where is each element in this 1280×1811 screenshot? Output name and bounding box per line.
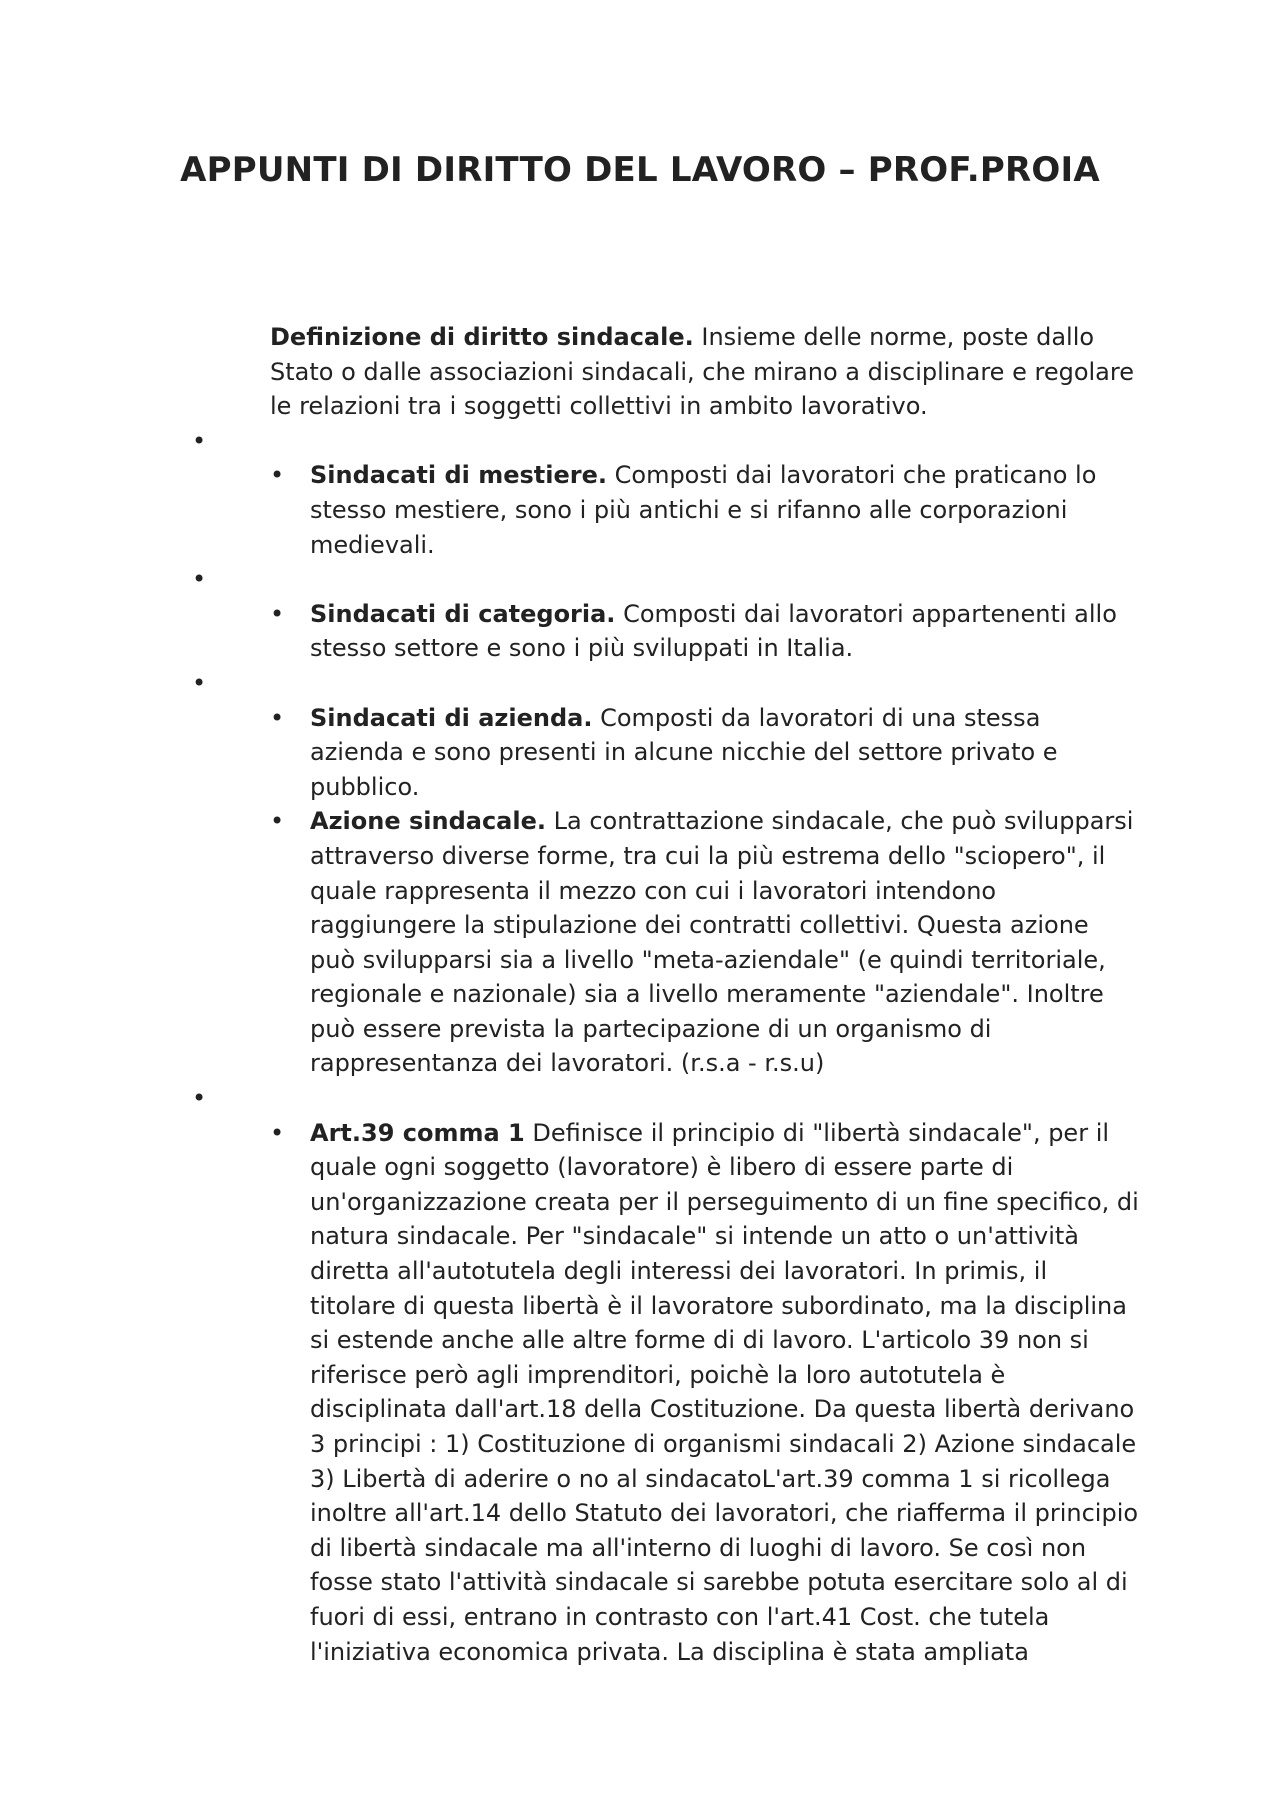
- list-item-text: Definisce il principio di "libertà sindacale", per il quale ogni soggetto (lavoratore) è libero di essere parte di un'organizzazione creata per il perseguimento di un fine specifico, di natura sindacale. Per "sindacale" si intende un atto o un'attività diretta all'autotutela degli interessi dei lavoratori. In primis, il titolare di questa libertà è il lavoratore subordinato, ma la disciplina si estende anche alle altre forme di di lavoro. L'articolo 39 non si riferisce però agli imprenditori, poichè la loro autotutela è disciplinata dall'art.18 della Costituzione. Da questa libertà derivano 3 principi : 1) Costituzione di organismi sindacali 2) Azione sindacale 3) Libertà di aderire o no al sindacatoL'art.39 comma 1 si ricollega inoltre all'art.14 dello Statuto dei lavoratori, che riafferma il principio di libertà sindacale ma all'interno di luoghi di lavoro. Se così non fosse stato l'attività sindacale si sarebbe potuta esercitare solo al di fuori di essi, entrano in contrasto con l'art.41 Cost. che tutela l'iniziativa economica privata. La disciplina è stata ampliata: [310, 1118, 1139, 1666]
- list-item-azienda: [270, 701, 1140, 805]
- list-item-mestiere: [270, 458, 1140, 562]
- document-title: APPUNTI DI DIRITTO DEL LAVORO – PROF.PROIA: [180, 150, 1100, 190]
- bullet-icon: •: [192, 1084, 207, 1113]
- definition-paragraph: [270, 320, 1140, 424]
- list-item-text: Composti da lavoratori di una stessa azienda e sono presenti in alcune nicchie del settore privato e pubblico.: [310, 703, 1058, 801]
- list-item-text: Composti dai lavoratori appartenenti allo stesso settore e sono i più sviluppati in Italia.: [310, 599, 1117, 663]
- bullet-icon: •: [270, 807, 285, 836]
- definition-text: Insieme delle norme, poste dallo Stato o dalle associazioni sindacali, che mirano a disciplinare e regolare le relazioni tra i soggetti collettivi in ambito lavorativo.: [270, 323, 1134, 421]
- empty-list-item: [192, 424, 1140, 459]
- document-body: [192, 320, 1140, 1669]
- bullet-icon: •: [192, 668, 207, 697]
- bullet-icon: •: [270, 703, 285, 732]
- empty-list-item: [192, 666, 1140, 701]
- empty-list-item: [192, 562, 1140, 597]
- list-item-text: La contrattazione sindacale, che può svilupparsi attraverso diverse forme, tra cui la più estrema dello "sciopero", il quale rappresenta il mezzo con cui i lavoratori intendono raggiungere la stipulazione dei contratti collettivi. Questa azione può svilupparsi sia a livello "meta-aziendale" (e quindi territoriale, regionale e nazionale) sia a livello meramente "aziendale". Inoltre può essere prevista la partecipazione di un organismo di rappresentanza dei lavoratori. (r.s.a - r.s.u): [310, 807, 1134, 1078]
- bullet-icon: •: [192, 565, 207, 594]
- list-item-text: Composti dai lavoratori che praticano lo stesso mestiere, sono i più antichi e si rifanno alle corporazioni medievali.: [310, 461, 1097, 559]
- list-item-term: Art.39 comma 1: [310, 1118, 525, 1147]
- list-item-categoria: [270, 597, 1140, 666]
- bullet-icon: •: [270, 461, 285, 490]
- bullet-icon: •: [270, 599, 285, 628]
- list-item-term: Azione sindacale.: [310, 807, 546, 836]
- list-item-azione-sindacale: [270, 804, 1140, 1081]
- list-item-art39: [270, 1116, 1140, 1670]
- definition-term: Definizione di diritto sindacale.: [270, 323, 694, 351]
- list-item-term: Sindacati di azienda.: [310, 703, 593, 732]
- bullet-icon: •: [192, 426, 207, 455]
- empty-list-item: [192, 1081, 1140, 1116]
- list-item-term: Sindacati di categoria.: [310, 599, 616, 628]
- bullet-icon: •: [270, 1118, 285, 1147]
- list-item-term: Sindacati di mestiere.: [310, 461, 607, 490]
